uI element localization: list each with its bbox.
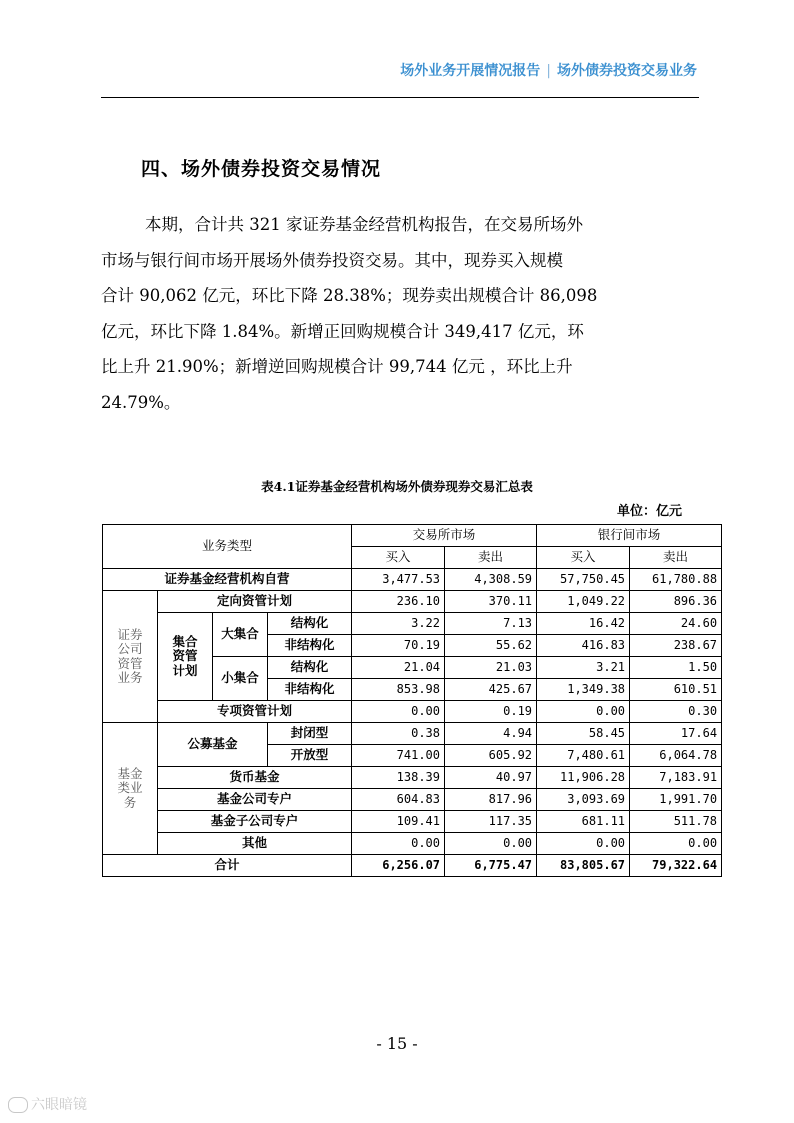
group-label-line: 基金 — [117, 765, 143, 781]
cell-value: 6,064.78 — [630, 745, 722, 767]
cell-value: 138.39 — [352, 767, 445, 789]
cell-value: 6,775.47 — [445, 855, 537, 877]
paragraph-line: 合计 90,062 亿元，环比下降 28.38%；现券卖出规模合计 86,098 — [101, 286, 598, 306]
cell-value: 55.62 — [445, 635, 537, 657]
cell-value: 0.00 — [537, 701, 630, 723]
row-label: 合计 — [103, 855, 352, 877]
page-number: - 15 - — [376, 1034, 418, 1053]
group-label-line: 业务 — [117, 669, 143, 685]
group-label-line: 计划 — [172, 662, 198, 678]
header-interbank-market: 银行间市场 — [537, 525, 722, 547]
group-label-line: 集合 — [172, 633, 198, 649]
table-total-row — [103, 855, 722, 877]
cell-value: 24.60 — [630, 613, 722, 635]
cell-value: 3,093.69 — [537, 789, 630, 811]
body-paragraph — [101, 207, 699, 421]
cell-value: 3.21 — [537, 657, 630, 679]
header-exchange-buy: 买入 — [352, 547, 445, 569]
table-row — [103, 701, 722, 723]
cell-value: 21.04 — [352, 657, 445, 679]
table-row — [103, 811, 722, 833]
paragraph-line: 比上升 21.90%；新增逆回购规模合计 99,744 亿元 ，环比上升 — [101, 357, 573, 377]
cell-value: 0.00 — [630, 833, 722, 855]
cell-value: 83,805.67 — [537, 855, 630, 877]
cell-value: 79,322.64 — [630, 855, 722, 877]
table-row — [103, 789, 722, 811]
table-row — [103, 591, 722, 613]
cell-value: 21.03 — [445, 657, 537, 679]
cell-value: 741.00 — [352, 745, 445, 767]
watermark — [8, 1094, 87, 1114]
cell-value: 0.19 — [445, 701, 537, 723]
group-label-line: 证券 — [117, 626, 143, 642]
cell-value: 57,750.45 — [537, 569, 630, 591]
cell-value: 425.67 — [445, 679, 537, 701]
group-fund-business — [103, 723, 158, 855]
row-label: 基金子公司专户 — [158, 811, 352, 833]
group-label-line: 资管 — [117, 655, 143, 671]
cell-value: 1,991.70 — [630, 789, 722, 811]
cell-value: 16.42 — [537, 613, 630, 635]
bond-trading-summary-table — [102, 524, 722, 877]
header-exchange-market: 交易所市场 — [352, 525, 537, 547]
row-label: 其他 — [158, 833, 352, 855]
paragraph-line: 24.79%。 — [101, 392, 181, 412]
cell-value: 7.13 — [445, 613, 537, 635]
group-label-line: 务 — [123, 794, 137, 810]
group-small-collective: 小集合 — [213, 657, 268, 701]
running-header — [400, 60, 697, 80]
row-label: 专项资管计划 — [158, 701, 352, 723]
row-label: 货币基金 — [158, 767, 352, 789]
cell-value: 61,780.88 — [630, 569, 722, 591]
cell-value: 117.35 — [445, 811, 537, 833]
cell-value: 610.51 — [630, 679, 722, 701]
cell-value: 3.22 — [352, 613, 445, 635]
cell-value: 4.94 — [445, 723, 537, 745]
table-caption: 表4.1证券基金经营机构场外债券现券交易汇总表 — [261, 479, 533, 494]
cell-value: 70.19 — [352, 635, 445, 657]
unit-label: 单位：亿元 — [616, 504, 682, 519]
cell-value: 1,349.38 — [537, 679, 630, 701]
cell-value: 605.92 — [445, 745, 537, 767]
group-label-line: 类业 — [117, 780, 143, 796]
group-large-collective: 大集合 — [213, 613, 268, 657]
cell-value: 7,183.91 — [630, 767, 722, 789]
cell-value: 4,308.59 — [445, 569, 537, 591]
cell-value: 0.00 — [352, 833, 445, 855]
header-exchange-sell: 卖出 — [445, 547, 537, 569]
row-label: 结构化 — [268, 613, 352, 635]
report-title: 场外业务开展情况报告 — [400, 63, 541, 79]
group-securities-business — [103, 591, 158, 723]
cell-value: 0.00 — [352, 701, 445, 723]
cell-value: 817.96 — [445, 789, 537, 811]
cell-value: 416.83 — [537, 635, 630, 657]
row-label: 非结构化 — [268, 679, 352, 701]
cell-value: 511.78 — [630, 811, 722, 833]
table-header-row — [103, 525, 722, 547]
row-label: 封闭型 — [268, 723, 352, 745]
cell-value: 604.83 — [352, 789, 445, 811]
watermark-logo-icon — [8, 1097, 28, 1113]
row-label: 基金公司专户 — [158, 789, 352, 811]
group-label-line: 资管 — [172, 648, 198, 664]
group-collective-plan — [158, 613, 213, 701]
section-heading: 四、场外债券投资交易情况 — [141, 158, 382, 180]
cell-value: 238.67 — [630, 635, 722, 657]
cell-value: 236.10 — [352, 591, 445, 613]
cell-value: 1.50 — [630, 657, 722, 679]
paragraph-line: 本期，合计共 321 家证券基金经营机构报告，在交易所场外 — [145, 215, 583, 234]
cell-value: 853.98 — [352, 679, 445, 701]
table-row — [103, 723, 722, 745]
group-label-line: 公司 — [117, 641, 143, 657]
cell-value: 0.38 — [352, 723, 445, 745]
paragraph-line: 市场与银行间市场开展场外债券投资交易。其中，现券买入规模 — [101, 250, 563, 270]
header-interbank-buy: 买入 — [537, 547, 630, 569]
section-title: 场外债券投资交易业务 — [557, 63, 697, 79]
cell-value: 11,906.28 — [537, 767, 630, 789]
header-interbank-sell: 卖出 — [630, 547, 722, 569]
cell-value: 370.11 — [445, 591, 537, 613]
paragraph-line: 亿元，环比下降 1.84%。新增正回购规模合计 349,417 亿元，环 — [101, 321, 584, 341]
table-row — [103, 613, 722, 635]
row-label: 非结构化 — [268, 635, 352, 657]
cell-value: 0.00 — [537, 833, 630, 855]
cell-value: 40.97 — [445, 767, 537, 789]
cell-value: 1,049.22 — [537, 591, 630, 613]
table-row — [103, 569, 722, 591]
table-row — [103, 833, 722, 855]
row-label: 开放型 — [268, 745, 352, 767]
header-separator: | — [546, 63, 551, 79]
header-divider — [101, 97, 699, 98]
cell-value: 0.30 — [630, 701, 722, 723]
cell-value: 0.00 — [445, 833, 537, 855]
row-label: 证券基金经营机构自营 — [103, 569, 352, 591]
cell-value: 896.36 — [630, 591, 722, 613]
table-row — [103, 767, 722, 789]
watermark-text: 六眼暗镜 — [31, 1097, 87, 1113]
cell-value: 681.11 — [537, 811, 630, 833]
cell-value: 58.45 — [537, 723, 630, 745]
row-label: 定向资管计划 — [158, 591, 352, 613]
cell-value: 109.41 — [352, 811, 445, 833]
group-public-fund: 公募基金 — [158, 723, 268, 767]
row-label: 结构化 — [268, 657, 352, 679]
cell-value: 17.64 — [630, 723, 722, 745]
header-business-type: 业务类型 — [103, 525, 352, 569]
cell-value: 3,477.53 — [352, 569, 445, 591]
cell-value: 7,480.61 — [537, 745, 630, 767]
cell-value: 6,256.07 — [352, 855, 445, 877]
